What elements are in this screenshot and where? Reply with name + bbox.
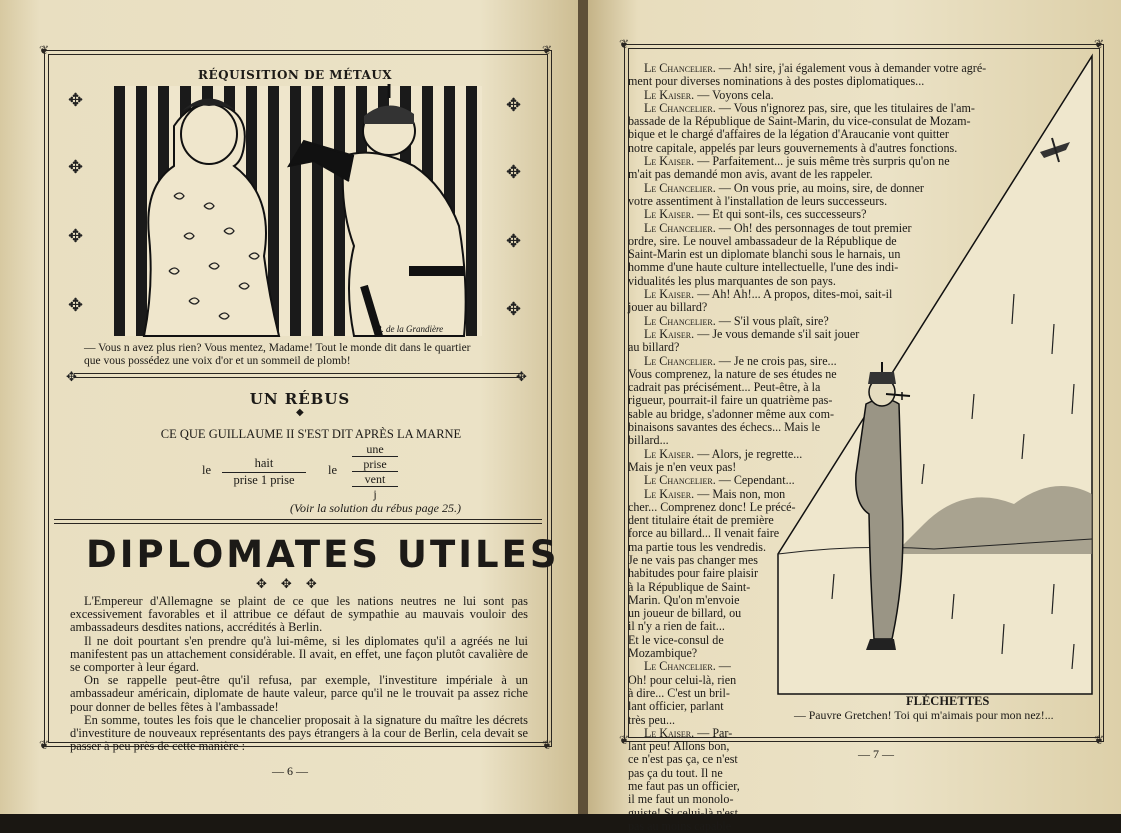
corner-ornament: ❦ <box>541 43 553 57</box>
cartoon-title: RÉQUISITION DE MÉTAUX <box>198 68 393 82</box>
dialog-line <box>628 62 1068 75</box>
dialog-line <box>628 355 1068 368</box>
speaker-name: Le Chancelier. <box>644 180 716 195</box>
rebus-stack <box>352 442 398 501</box>
dialog-text-segment: Marin. Qu'on m'envoie <box>628 592 740 607</box>
dialog-text-segment: vidualités les plus marquantes de son pays. <box>628 273 836 288</box>
dialog-text-segment: — Et qui sont-ils, ces successeurs? <box>694 207 867 222</box>
dialog-line <box>628 182 1068 195</box>
article-paragraph: On se rappelle peut-être qu'il refusa, par exemple, l'investiture impériale à un ambassadeur américain, diplomate de haute valeur, parce qu'il ne le trouvait pa assez riche pour donner de belles fêtes à l'ambassade! <box>70 673 528 714</box>
rebus-stack-item: vent <box>352 472 398 487</box>
dialog-line <box>628 75 1068 88</box>
dialog-text-segment: guiste! Si celui-là n'est <box>628 805 738 820</box>
dialog-line <box>628 780 1068 793</box>
dialog-line <box>628 753 1068 766</box>
clover-ornament-icon: ✥ <box>68 90 84 110</box>
dialog-line <box>628 155 1068 168</box>
dialog-text-segment: Je ne vais pas changer mes <box>628 552 758 567</box>
dialog-text-segment: — Ah! sire, j'ai également vous à demander votre agré- <box>715 61 987 75</box>
corner-ornament: ❦ <box>38 43 50 57</box>
speaker-name: Le Kaiser. <box>644 87 695 102</box>
dialog-text-segment: billard... <box>628 433 669 448</box>
cartoon-signature: R. de la Grandière <box>376 324 444 334</box>
dialog-line <box>628 594 1068 607</box>
dialog-text-segment: notre capitale, appelés par leurs gouvernements à d'autres fonctions. <box>628 140 958 155</box>
dialog-text-segment: bassade de la République de Saint-Marin, du vice-consulat de Mozam- <box>628 114 971 129</box>
dialog-line <box>628 660 1068 673</box>
dialog-text-segment: ment pour diverses nominations à des postes diplomatiques... <box>628 74 925 89</box>
dialog-line <box>628 315 1068 328</box>
dialog-line <box>628 607 1068 620</box>
article-body <box>70 595 528 753</box>
dialog-line <box>628 740 1068 753</box>
dialog-line <box>628 89 1068 102</box>
speaker-name: Le Chancelier. <box>644 473 716 488</box>
title-ornament-row <box>256 576 331 592</box>
dialog-text-segment: cadrait pas précisément... Peut-être, à la <box>628 380 821 395</box>
speaker-name: Le Kaiser. <box>644 446 695 461</box>
dialog-text-segment: — Voyons cela. <box>694 87 774 102</box>
dialog-line <box>628 248 1068 261</box>
rebus-note: (Voir la solution du rébus page 25.) <box>290 501 461 515</box>
corner-ornament: ❦ <box>1093 37 1105 51</box>
dialog-text-segment: Vous comprenez, la nature de ses études ne <box>628 366 837 381</box>
dialog-text-segment: — <box>715 659 731 674</box>
clover-ornament-icon: ✥ <box>280 576 306 591</box>
dialog-text-segment: pas ça du tout. Il ne <box>628 765 723 780</box>
dialog-line <box>628 368 1068 381</box>
article-paragraph: Il ne doit pourtant s'en prendre qu'à lui-même, si les diplomates qu'il a agréés ne lui manifestent pas un attachement considérable. Il avait, en effet, une façon plutôt cavalière de se comporter à leur égard. <box>70 633 528 675</box>
rebus-title: UN RÉBUS <box>249 390 351 408</box>
dialog-line <box>628 275 1068 288</box>
clover-ornament-icon: ✥ <box>68 295 84 315</box>
dialog-text-segment: — Cependant... <box>715 473 795 488</box>
page-number: — 6 — <box>272 764 308 778</box>
dialog-text-segment: — Oh! des personnages de tout premier <box>715 220 912 235</box>
dialog-line <box>628 168 1068 181</box>
speaker-name: Le Chancelier. <box>644 61 716 75</box>
dialog-text-segment: binaisons savantes des échecs... Mais le <box>628 420 821 435</box>
dialog-line <box>628 647 1068 660</box>
clover-ornament-icon: ✥ <box>68 226 84 246</box>
dialog-line <box>628 195 1068 208</box>
illustration-title: FLÉCHETTES <box>906 694 990 708</box>
dialog-line <box>628 793 1068 806</box>
section-divider <box>74 373 522 378</box>
speaker-name: Le Chancelier. <box>644 220 716 235</box>
dialog-line <box>628 674 1068 687</box>
clover-ornament-icon: ✥ <box>506 299 522 319</box>
dialog-text-segment: sable au bridge, s'adonner même aux com- <box>628 406 835 421</box>
dialog-line <box>628 820 1068 833</box>
dialog-line <box>628 488 1068 501</box>
dialog-line <box>628 554 1068 567</box>
dialog-line <box>628 261 1068 274</box>
dialog-line <box>628 102 1068 115</box>
section-divider <box>54 519 542 524</box>
dialog-line <box>628 807 1068 820</box>
dialog-line <box>628 620 1068 633</box>
dialog-line <box>628 474 1068 487</box>
dialog-text-segment: — S'il vous plaît, sire? <box>715 313 829 328</box>
clover-ornament-icon: ✥ <box>256 576 281 591</box>
rebus-title-ornament-icon: ◆ <box>296 407 304 418</box>
dialog-text-segment: ordre, sire. Le nouvel ambassadeur de la République de <box>628 233 897 248</box>
dialog-line <box>628 288 1068 301</box>
dialog-text-segment: — Par- <box>694 725 733 740</box>
dialog-line <box>628 328 1068 341</box>
clover-ornament-icon: ✥ <box>506 95 522 115</box>
dialog-line <box>628 448 1068 461</box>
dialog-text-segment: — Je vous demande s'il sait jouer <box>694 326 860 341</box>
rebus-fraction-1-top: hait <box>222 456 306 473</box>
article-paragraph: L'Empereur d'Allemagne se plaint de ce que les nations neutres ne lui sont pas excessivement favorables et il attribue ce défaut de sympathie au mauvais vouloir des ambassadeurs desdites nations, accrédités à Berlin. <box>70 594 528 635</box>
clover-ornament-icon: ✥ <box>68 157 84 177</box>
speaker-name: Le Chancelier. <box>644 353 716 368</box>
dialog-line <box>628 541 1068 554</box>
rebus-fraction-1 <box>222 456 306 488</box>
speaker-name: Le Kaiser. <box>644 725 695 740</box>
rebus-stack-item: une <box>352 442 398 457</box>
corner-ornament: ❦ <box>618 733 630 747</box>
dialog-text-segment: lant officier, parlant <box>628 699 724 714</box>
dialog-line <box>628 341 1068 354</box>
dialog-line <box>628 301 1068 314</box>
dialog-text-segment: Saint-Marin est un diplomate blanchi sous le harnais, un <box>628 247 901 262</box>
speaker-name: Le Chancelier. <box>644 313 716 328</box>
dialog-text-segment: il n'y a rien de fait... <box>628 619 725 634</box>
clover-ornament-icon: ✥ <box>66 369 77 384</box>
requisition-cartoon <box>114 86 482 336</box>
dialog-line <box>628 421 1068 434</box>
dialog-line <box>628 394 1068 407</box>
article-paragraph: En somme, toutes les fois que le chancelier proposait à la signature du maître les décrets d'investiture de nouveaux représentants des pays étrangers à la cour de Berlin, cela devait se passer à peu près de cette manière : <box>70 712 528 754</box>
speaker-name: Le Kaiser. <box>644 326 695 341</box>
cartoon-caption <box>84 342 524 368</box>
dialog-line <box>628 461 1068 474</box>
rebus-stack-item: prise <box>352 457 398 472</box>
corner-ornament: ❦ <box>38 738 50 752</box>
dialog-text-segment: — Parfaitement... je suis même très surpris qu'on ne <box>694 154 950 169</box>
dialog-line <box>628 434 1068 447</box>
dialog-text-segment: votre assentiment à l'installation de leurs successeurs. <box>628 193 888 208</box>
dialog-text-segment: Et le vice-consul de <box>628 632 724 647</box>
rebus-le-2: le <box>328 463 338 477</box>
clover-ornament-icon: ✥ <box>516 369 527 384</box>
dialog-text-segment: homme d'une haute culture intellectuelle, l'une des indi- <box>628 260 899 275</box>
speaker-name: Le Chancelier. <box>644 659 716 674</box>
dialog-text-segment: ce n'est pas ça, ce n'est <box>628 752 738 767</box>
dialog-line <box>628 687 1068 700</box>
dialog-text-segment: — On vous prie, au moins, sire, de donner <box>715 180 924 195</box>
dialog-text-segment: dent titulaire était de première <box>628 513 774 528</box>
rebus-fraction-1-bottom: prise 1 prise <box>233 473 295 487</box>
dialog-text-segment: Mais je n'en veux pas! <box>628 459 737 474</box>
dialog-text-segment: — Alors, je regrette... <box>694 446 803 461</box>
dialog-line <box>628 501 1068 514</box>
clover-ornament-icon: ✥ <box>506 162 522 182</box>
rebus-le-1: le <box>202 463 212 477</box>
dialog-text-segment: un joueur de billard, ou <box>628 606 742 621</box>
dialog-text-segment: rigueur, pourrait-il faire un quatrième pas- <box>628 393 833 408</box>
dialog-text-segment: à la République de Saint- <box>628 579 751 594</box>
cartoon-caption-line: — Vous n avez plus rien? Vous mentez, Madame! Tout le monde dit dans le quartier <box>84 342 471 354</box>
illustration-caption: — Pauvre Gretchen! Toi qui m'aimais pour mon nez!... <box>794 708 1054 722</box>
dialog-text-segment: me faut pas un officier, <box>628 779 740 794</box>
dialog-text-segment: — Vous n'ignorez pas, sire, que les titulaires de l'am- <box>715 100 975 115</box>
dialog-text-segment: lant peu! Allons bon, <box>628 739 730 754</box>
corner-ornament: ❦ <box>541 738 553 752</box>
speaker-name: Le Kaiser. <box>644 486 695 501</box>
clover-ornament-icon: ✥ <box>305 576 331 591</box>
dialog-line <box>628 767 1068 780</box>
cartoon-caption-line: que vous possédez une voix d'or et un sommeil de plomb! <box>84 355 351 367</box>
speaker-name: Le Chancelier. <box>644 100 716 115</box>
dialog-text-segment: Oh! pour celui-là, rien <box>628 672 737 687</box>
dialog-line <box>628 634 1068 647</box>
dialog-text-segment: force au billard... Il venait faire <box>628 526 780 541</box>
dialog-text-segment: au billard? <box>628 340 680 355</box>
article-title: DIPLOMATES UTILES <box>86 533 560 576</box>
dialog-text-segment: jouer au billard? <box>628 300 708 315</box>
dialog-line <box>628 222 1068 235</box>
rebus-stack-item: j <box>373 487 377 501</box>
dialog-text-segment: bique et le chargé d'affaires de la légation d'Araucanie vont quitter <box>628 127 949 142</box>
dialog-text-segment: habitudes pour faire plaisir <box>628 566 758 581</box>
dialog-line <box>628 142 1068 155</box>
dialog-text-segment: Mozambique? <box>628 646 698 661</box>
dialog-line <box>628 408 1068 421</box>
dialog-line <box>628 527 1068 540</box>
corner-ornament: ❦ <box>618 37 630 51</box>
rebus-subtitle: CE QUE GUILLAUME II S'EST DIT APRÈS LA MARNE <box>160 427 462 441</box>
dialog-line <box>628 208 1068 221</box>
dialog-line <box>628 235 1068 248</box>
clover-ornament-icon: ✥ <box>506 231 522 251</box>
dialog-line <box>628 128 1068 141</box>
dialog-line <box>628 381 1068 394</box>
dialog-text-segment: ma partie tous les vendredis. <box>628 539 767 554</box>
dialog-line <box>628 514 1068 527</box>
dialog-line <box>628 727 1068 740</box>
dialog-line <box>628 115 1068 128</box>
dialog-text-segment: pas au moins capable <box>628 818 732 833</box>
speaker-name: Le Kaiser. <box>644 287 695 302</box>
corner-ornament: ❦ <box>1093 733 1105 747</box>
dialog-line <box>628 581 1068 594</box>
dialog-text-segment: très peu... <box>628 712 676 727</box>
dialog-text-segment: — Ah! Ah!... A propos, dites-moi, sait-il <box>694 287 893 302</box>
right-page <box>588 0 1121 833</box>
dialog-text-segment: à dire... C'est un bril- <box>628 685 730 700</box>
dialog-text-segment: il me faut un monolo- <box>628 792 734 807</box>
speaker-name: Le Kaiser. <box>644 207 695 222</box>
dialog-text-segment: cher... Comprenez donc! Le précé- <box>628 499 796 514</box>
dialog-line <box>628 567 1068 580</box>
dialog-text-segment: — Mais non, mon <box>694 486 786 501</box>
dialog-text-segment: m'ait pas demandé mon avis, avant de les rappeler. <box>628 167 873 182</box>
speaker-name: Le Kaiser. <box>644 154 695 169</box>
dialog-text-segment: — Je ne crois pas, sire... <box>715 353 837 368</box>
page-number: — 7 — <box>858 747 894 761</box>
